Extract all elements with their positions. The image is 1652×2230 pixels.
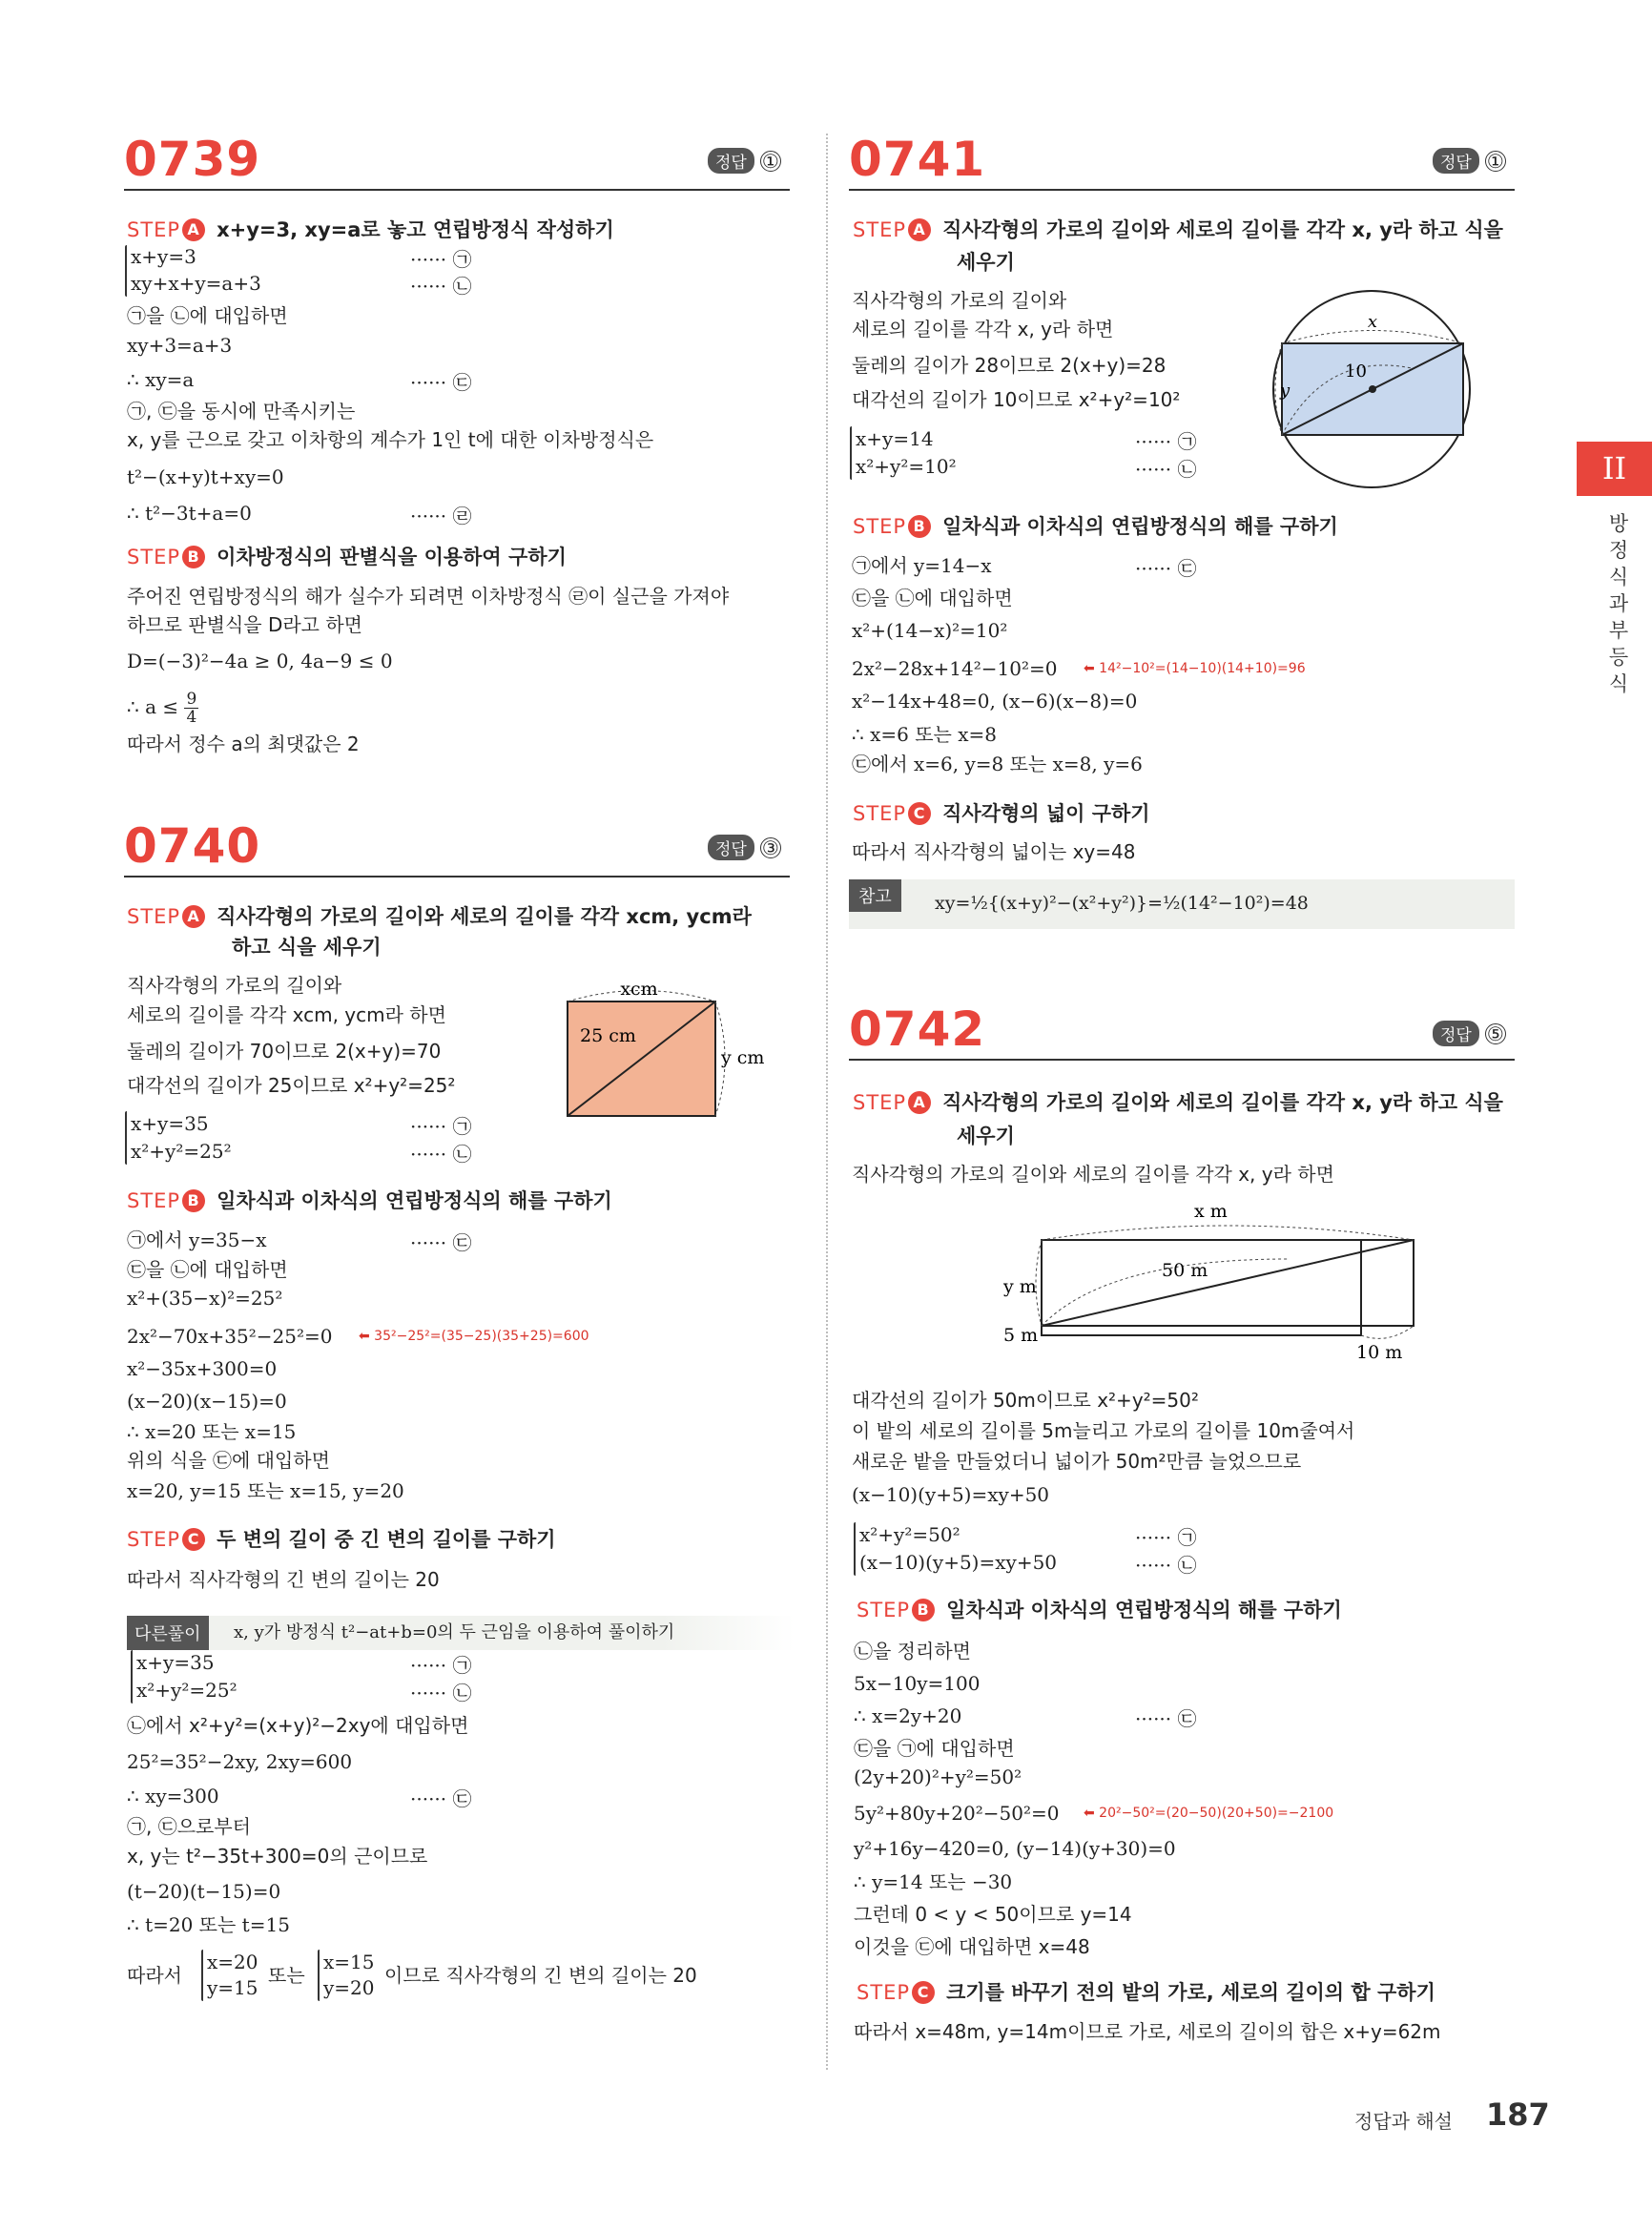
step-title: 일차식과 이차식의 연립방정식의 해를 구하기 (217, 1189, 612, 1212)
equation-brace (125, 245, 127, 297)
solution-line: 직사각형의 가로의 길이와 (127, 974, 342, 997)
label-diagonal: 10 (1345, 361, 1367, 382)
equation: x²+y²=10² (856, 455, 957, 478)
answer-0740 (708, 835, 781, 860)
solution-line: 따라서 직사각형의 넓이는 xy=48 (852, 840, 1136, 863)
new-field (1042, 1240, 1361, 1335)
step-tag: STEP A (853, 1091, 931, 1114)
tip-box (849, 879, 1515, 929)
solution-line: (x−20)(x−15)=0 (127, 1390, 287, 1413)
step-a-0741 (853, 215, 1503, 243)
solution-line: 둘레의 길이가 28이므로 2(x+y)=28 (852, 354, 1167, 377)
dim-arc-10 (1361, 1326, 1414, 1338)
label-10m: 10 m (1356, 1342, 1403, 1363)
solution-line: 25²=35²−2xy, 2xy=600 (127, 1750, 353, 1773)
solution-line: y²+16y−420=0, (y−14)(y+30)=0 (854, 1837, 1176, 1860)
answer-badge: 정답 (1433, 1021, 1479, 1046)
solution-line: t²−(x+y)t+xy=0 (127, 465, 284, 488)
solution-line: x²+(35−x)²=25² (127, 1287, 283, 1310)
header-rule (849, 1059, 1515, 1061)
equation-marker: ······ ㉢ (1135, 1707, 1197, 1730)
label-x: xcm (620, 979, 658, 1000)
step-title: 두 변의 길이 중 긴 변의 길이를 구하기 (217, 1528, 556, 1551)
answer-0742 (1433, 1021, 1506, 1046)
solution-line: ∴ x=6 또는 x=8 (852, 723, 997, 746)
step-title: 일차식과 이차식의 연립방정식의 해를 구하기 (942, 515, 1338, 538)
label-y: y m (1003, 1276, 1037, 1297)
solution-line: ㉡을 정리하면 (854, 1640, 971, 1662)
label-diagonal: 25 cm (580, 1025, 636, 1046)
solution-line: 이 밭의 세로의 길이를 5m늘리고 가로의 길이를 10m줄여서 (852, 1419, 1355, 1442)
solution-line: ㉠에서 y=14−x (852, 554, 992, 577)
solution-line: 따라서 x=48m, y=14m이므로 가로, 세로의 길이의 합은 x+y=62m (854, 2020, 1441, 2043)
solution-line: 대각선의 길이가 50m이므로 x²+y²=50² (852, 1389, 1199, 1412)
step-title: x+y=3, xy=a로 놓고 연립방정식 작성하기 (217, 218, 614, 241)
solution-line: 세로의 길이를 각각 xcm, ycm라 하면 (127, 1003, 446, 1026)
solution-line: ∴ x=20 또는 x=15 (127, 1420, 297, 1443)
solution-line: 따라서 정수 a의 최댓값은 2 (127, 733, 360, 755)
answer-value: ③ (760, 837, 781, 858)
tip-text: xy=½{(x+y)²−(x²+y²)}=½(14²−10²)=48 (935, 893, 1309, 914)
solution-line: 5x−10y=100 (854, 1672, 981, 1695)
step-b-0739 (127, 542, 567, 570)
problem-number-0739: 0739 (124, 132, 261, 187)
equation-marker: ······ ㉠ (1135, 1526, 1197, 1549)
side-note: ⬅ 14²−10²=(14−10)(14+10)=96 (1084, 661, 1306, 676)
step-tag: STEP B (127, 1189, 205, 1212)
step-tag: STEP C (127, 1528, 205, 1551)
equation: x+y=3 (131, 245, 196, 268)
solution-line: x=20, y=15 또는 x=15, y=20 (127, 1479, 404, 1502)
solution-line: ∴ y=14 또는 −30 (854, 1870, 1013, 1893)
solution-line: ㉠, ㉢을 동시에 만족시키는 (127, 400, 356, 423)
solution-line: 새로운 밭을 만들었더니 넓이가 50m²만큼 늘었으므로 (852, 1450, 1302, 1473)
equation-marker: ······ ㉠ (1135, 430, 1197, 453)
solution-line: 세로의 길이를 각각 x, y라 하면 (852, 318, 1114, 341)
step-title-cont: 하고 식을 세우기 (232, 936, 382, 959)
dim-arc-top (1042, 1226, 1414, 1240)
equation-brace (850, 426, 852, 480)
alt-solution-label: 다른풀이 (127, 1616, 209, 1650)
solution-line: ㉢을 ㉡에 대입하면 (852, 587, 1013, 609)
step-tag: STEP C (857, 1981, 935, 2004)
solution-line: 대각선의 길이가 25이므로 x²+y²=25² (127, 1074, 456, 1097)
step-b-0740 (127, 1186, 612, 1214)
solution-line: ∴ t=20 또는 t=15 (127, 1913, 290, 1936)
solution-line: x, y를 근으로 갖고 이차항의 계수가 1인 t에 대한 이차방정식은 (127, 428, 654, 451)
answer-badge: 정답 (708, 835, 754, 860)
alt-solution-title: x, y가 방정식 t²−at+b=0의 두 근임을 이용하여 풀이하기 (234, 1622, 675, 1642)
footer-label: 정답과 해설 (1354, 2110, 1453, 2133)
step-title: 일차식과 이차식의 연립방정식의 해를 구하기 (946, 1599, 1342, 1621)
equation-brace (131, 1650, 133, 1703)
step-tag: STEP C (853, 802, 931, 825)
label-5m: 5 m (1003, 1325, 1039, 1346)
step-c-0742 (857, 1977, 1435, 2006)
solution-line: ㉡에서 x²+y²=(x+y)²−2xy에 대입하면 (127, 1714, 469, 1737)
solution-line: ㉢에서 x=6, y=8 또는 x=8, y=6 (852, 753, 1143, 775)
step-b-0741 (853, 511, 1338, 540)
equation-marker: ······ ㉢ (1135, 557, 1197, 580)
answer-0739 (708, 148, 781, 174)
field-figure-0742 (992, 1192, 1403, 1373)
tip-label: 참고 (849, 879, 901, 912)
step-title: 직사각형의 넓이 구하기 (942, 802, 1150, 825)
solution-line: ㉢을 ㉡에 대입하면 (127, 1258, 288, 1281)
step-tag: STEP B (857, 1599, 935, 1621)
problem-number-0740: 0740 (124, 818, 261, 874)
step-title: 직사각형의 가로의 길이와 세로의 길이를 각각 x, y라 하고 식을 (942, 1091, 1503, 1114)
step-title-cont: 세우기 (957, 1125, 1015, 1147)
equation: x²+y²=25² (136, 1679, 237, 1702)
solution-line: D=(−3)²−4a ≥ 0, 4a−9 ≤ 0 (127, 650, 393, 672)
solution-line: x²−35x+300=0 (127, 1357, 278, 1380)
solution-line: ∴ xy=a (127, 368, 195, 391)
step-tag: STEP A (853, 218, 931, 241)
equation-marker: ······ ㉡ (1135, 458, 1197, 481)
label-x: x (1367, 312, 1378, 332)
equation-marker: ······ ㉢ (410, 371, 472, 394)
equation: x²+y²=50² (859, 1523, 960, 1546)
header-rule (124, 876, 790, 878)
problem-number-0742: 0742 (849, 1001, 986, 1057)
answer-value: ① (760, 151, 781, 172)
step-tag: STEP A (127, 218, 205, 241)
dim-arc-top (1282, 331, 1463, 344)
solution-line: ∴ a ≤ $\frac{9}{4}$ (127, 690, 197, 727)
solution-line: x²+(14−x)²=10² (852, 619, 1008, 642)
solution-line: 둘레의 길이가 70이므로 2(x+y)=70 (127, 1040, 442, 1063)
step-title: 크기를 바꾸기 전의 밭의 가로, 세로의 길이의 합 구하기 (946, 1981, 1435, 2004)
solution-line: ㉠을 ㉡에 대입하면 (127, 304, 288, 327)
solution-line: 직사각형의 가로의 길이와 세로의 길이를 각각 x, y라 하면 (852, 1163, 1334, 1186)
solution-line: (2y+20)²+y²=50² (854, 1765, 1022, 1788)
center-point (1369, 385, 1376, 393)
solution-line: ㉢을 ㉠에 대입하면 (854, 1737, 1015, 1760)
answer-value: ⑤ (1485, 1023, 1506, 1044)
equation: x+y=14 (856, 427, 934, 450)
solution-line: ∴ xy=300 (127, 1785, 219, 1807)
step-title: 이차방정식의 판별식을 이용하여 구하기 (217, 546, 567, 568)
step-a-0739 (127, 215, 614, 243)
equation-marker: ······ ㉡ (1135, 1554, 1197, 1577)
equation: x²+y²=25² (131, 1140, 232, 1163)
solution-line: 하므로 판별식을 D라고 하면 (127, 613, 362, 636)
solution-line: ∴ t²−3t+a=0 (127, 502, 252, 525)
answer-badge: 정답 (708, 148, 754, 174)
step-tag: STEP A (127, 905, 205, 928)
solution-line: 2x²−28x+14²−10²=0 (852, 657, 1058, 680)
solution-line: 주어진 연립방정식의 해가 실수가 되려면 이차방정식 ㉣이 실근을 가져야 (127, 585, 730, 608)
step-title: 직사각형의 가로의 길이와 세로의 길이를 각각 xcm, ycm라 (217, 905, 752, 928)
label-y: y cm (721, 1047, 765, 1068)
rectangle-figure-0740 (553, 968, 782, 1130)
solution-line: 2x²−70x+35²−25²=0 (127, 1325, 333, 1348)
equation-marker: ······ ㉢ (410, 1231, 472, 1254)
step-b-0742 (857, 1595, 1342, 1623)
fraction-numerator: 9 (186, 690, 197, 709)
page-number: 187 (1486, 2096, 1550, 2133)
step-c-0741 (853, 798, 1150, 827)
chapter-tab[interactable]: II (1577, 442, 1652, 496)
diagonal (1042, 1240, 1414, 1326)
step-c-0740 (127, 1524, 556, 1553)
fraction-denominator: 4 (186, 708, 197, 727)
step-a-0742 (853, 1087, 1503, 1116)
label-diagonal: 50 m (1162, 1260, 1208, 1281)
chapter-title: 방정식과 부등식 (1608, 512, 1629, 695)
equation-brace (854, 1522, 856, 1576)
equation-marker: ······ ㉡ (410, 1143, 472, 1166)
solution-line: ∴ x=2y+20 (854, 1704, 962, 1727)
equation-brace (125, 1111, 127, 1165)
equation-marker: ······ ㉣ (410, 505, 472, 527)
problem-number-0741: 0741 (849, 132, 986, 187)
solution-line: 그런데 0 < y < 50이므로 y=14 (854, 1903, 1132, 1926)
solution-line: (t−20)(t−15)=0 (127, 1880, 281, 1903)
answer-value: ① (1485, 151, 1506, 172)
solution-line: (x−10)(y+5)=xy+50 (852, 1483, 1050, 1506)
equation-marker: ······ ㉠ (410, 1115, 472, 1138)
solution-line: 위의 식을 ㉢에 대입하면 (127, 1449, 330, 1472)
solution-line: x, y는 t²−35t+300=0의 근이므로 (127, 1845, 428, 1868)
solution-line: 5y²+80y+20²−50²=0 (854, 1802, 1060, 1825)
step-tag: STEP B (853, 515, 931, 538)
step-a-0740 (127, 901, 752, 930)
solution-line: xy+3=a+3 (127, 334, 233, 357)
solution-line: 대각선의 길이가 10이므로 x²+y²=10² (852, 388, 1181, 411)
solution-line: 직사각형의 가로의 길이와 (852, 289, 1067, 312)
side-note: ⬅ 20²−50²=(20−50)(20+50)=−2100 (1084, 1806, 1334, 1821)
equation-marker: ······ ㉠ (410, 248, 472, 271)
solution-line: 따라서 직사각형의 긴 변의 길이는 20 (127, 1568, 440, 1591)
header-rule (124, 189, 790, 191)
equation-marker: ······ ㉡ (410, 1682, 472, 1704)
solution-line: ㉠에서 y=35−x (127, 1229, 267, 1251)
solution-line: x²−14x+48=0, (x−6)(x−8)=0 (852, 690, 1138, 712)
answer-0741 (1433, 148, 1506, 174)
equation: x+y=35 (136, 1651, 215, 1674)
equation: (x−10)(y+5)=xy+50 (859, 1551, 1058, 1574)
step-title: 직사각형의 가로의 길이와 세로의 길이를 각각 x, y라 하고 식을 (942, 218, 1503, 241)
column-divider (826, 134, 828, 2070)
equation-marker: ······ ㉡ (410, 275, 472, 298)
answer-badge: 정답 (1433, 148, 1479, 174)
equation: xy+x+y=a+3 (131, 272, 261, 295)
label-x: x m (1194, 1201, 1228, 1222)
equation-marker: ······ ㉢ (410, 1787, 472, 1810)
side-note: ⬅ 35²−25²=(35−25)(35+25)=600 (359, 1329, 589, 1344)
circle-rectangle-figure-0741 (1269, 284, 1478, 494)
solution-line: 이것을 ㉢에 대입하면 x=48 (854, 1935, 1090, 1958)
header-rule (849, 189, 1515, 191)
equation: x+y=35 (131, 1112, 209, 1135)
step-title-cont: 세우기 (957, 251, 1015, 274)
solution-line: ㉠, ㉢으로부터 (127, 1815, 251, 1838)
label-y: y (1280, 381, 1291, 401)
equation-marker: ······ ㉠ (410, 1654, 472, 1677)
step-tag: STEP B (127, 546, 205, 568)
